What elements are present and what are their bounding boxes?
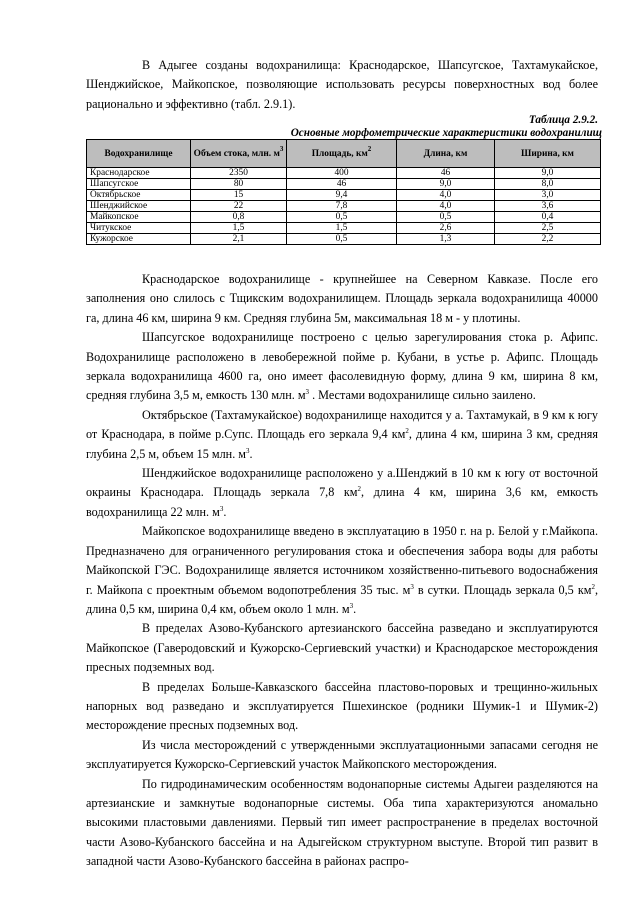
cell-area: 7,8	[287, 201, 397, 212]
cell-width: 3,0	[495, 190, 601, 201]
cell-volume: 1,5	[191, 223, 287, 234]
cell-volume: 22	[191, 201, 287, 212]
cell-length: 9,0	[397, 179, 495, 190]
paragraph-maykop: Майкопское водохранилище введено в эксплуатацию в 1950 г. на р. Белой у г.Майкопа. Предназначено для ограниченного регулирования стока и обеспечения забора воды для работы Майкопской ГЭС. Водохранилище является источником хозяйственно-питьевого водоснабжения г. Майкопа с проектным объемом водопотребления 35 тыс. $м^3$ в сутки. Площадь зеркала 0,5 $км^2$, длина 0,5 км, ширина 0,4 км, объем около 1 млн. $м^3$.	[86, 524, 598, 616]
table-row	[87, 168, 601, 179]
cell-area: 0,5	[287, 234, 397, 245]
cell-width: 9,0	[495, 168, 601, 179]
table-row	[87, 223, 601, 234]
table-row	[87, 234, 601, 245]
cell-width: 8,0	[495, 179, 601, 190]
table-row	[87, 201, 601, 212]
cell-length: 1,3	[397, 234, 495, 245]
header-length: Длина, км	[397, 140, 495, 168]
cell-length: 4,0	[397, 201, 495, 212]
paragraph-deposits: Из числа месторождений с утвержденными эксплуатационными запасами сегодня не эксплуатируется Кужорско-Сергиевский участок Майкопского месторождения.	[86, 737, 598, 772]
cell-area: 9,4	[287, 190, 397, 201]
cell-area: 46	[287, 179, 397, 190]
paragraph-shapsug: Шапсугское водохранилище построено с целью зарегулирования стока р. Афипс. Водохранилище расположено в левобережной пойме р. Кубани, в устье р. Афипс. Площадь зеркала водохранилища 4600 га, оно имеет фасолевидную форму, длина 9 км, ширина 8 км, средняя глубина 3,5 м, емкость 130 млн. $м^3$ . Местами водохранилище сильно заилено.	[86, 330, 598, 403]
cell-area: 1,5	[287, 223, 397, 234]
cell-width: 2,2	[495, 234, 601, 245]
paragraph-krasnodar: Краснодарское водохранилище - крупнейшее на Северном Кавказе. После его заполнения оно слилось с Тщикским водохранилищем. Площадь зеркала водохранилища 40000 га, длина 46 км, ширина 9 км. Средняя глубина 5м, максимальная 18 м - у плотины.	[86, 272, 598, 325]
cell-reservoir-name: Майкопское	[87, 212, 191, 223]
table-title: Основные морфометрические характеристики водохранилищ	[290, 127, 602, 139]
table-row	[87, 190, 601, 201]
header-area: Площадь, $км^2$	[287, 140, 397, 168]
reservoir-table	[86, 139, 601, 245]
header-width: Ширина, км	[495, 140, 601, 168]
paragraph-oktyabr: Октябрьское (Тахтамукайское) водохранилище находится у а. Тахтамукай, в 9 км к югу от Краснодара, в пойме р.Супс. Площадь его зеркала 9,4 $км^2$, длина 4 км, ширина 3 км, средняя глубина 2,5 м, объем 15 млн. $м^3$.	[86, 407, 598, 461]
paragraph-azov-kuban: В пределах Азово-Кубанского артезианского бассейна разведано и эксплуатируются Майкопское (Гаверодовский и Кужорско-Сергиевский участки) и Краснодарское месторождения пресных подземных вод.	[86, 621, 598, 675]
cell-width: 0,4	[495, 212, 601, 223]
cell-reservoir-name: Шапсугское	[87, 179, 191, 190]
cell-volume: 2350	[191, 168, 287, 179]
body-text	[86, 270, 598, 872]
cell-length: 46	[397, 168, 495, 179]
intro-paragraph-block	[86, 56, 598, 114]
table-row	[87, 179, 601, 190]
table-row	[87, 212, 601, 223]
cell-volume: 2,1	[191, 234, 287, 245]
cell-reservoir-name: Шенджийское	[87, 201, 191, 212]
cell-width: 3,6	[495, 201, 601, 212]
intro-paragraph: В Адыгее созданы водохранилища: Краснодарское, Шапсугское, Тахтамукайское, Шенджийское, Майкопское, позволяющие использовать ресурсы поверхностных вод более рационально и эффективно (табл. 2.9.1).	[86, 58, 598, 111]
cell-volume: 15	[191, 190, 287, 201]
cell-width: 2,5	[495, 223, 601, 234]
cell-reservoir-name: Читукское	[87, 223, 191, 234]
cell-area: 0,5	[287, 212, 397, 223]
cell-reservoir-name: Октябрьское	[87, 190, 191, 201]
cell-length: 2,6	[397, 223, 495, 234]
cell-volume: 80	[191, 179, 287, 190]
cell-length: 0,5	[397, 212, 495, 223]
header-volume: Объем стока, млн. $м^3$	[191, 140, 287, 168]
cell-reservoir-name: Краснодарское	[87, 168, 191, 179]
paragraph-bolshe-kavkaz: В пределах Больше-Кавказского бассейна пластово-поровых и трещинно-жильных напорных вод разведано и эксплуатируется Пшехинское (родники Шумик-1 и Шумик-2) месторождение пресных подземных вод.	[86, 679, 598, 733]
cell-length: 4,0	[397, 190, 495, 201]
table-number: Таблица 2.9.2.	[528, 114, 598, 126]
cell-volume: 0,8	[191, 212, 287, 223]
paragraph-hydro: По гидродинамическим особенностям водонапорные системы Адыгеи разделяются на артезианские и замкнутые водонапорные системы. Оба типа характеризуются аномально высокими пластовыми давлениями. Первый тип имеет распространение в пределах восточной части Азово-Кубанского бассейна и на Адыгейском структурном выступе. Второй тип развит в западной части Азово-Кубанского бассейна в районах распро-	[86, 776, 598, 869]
cell-area: 400	[287, 168, 397, 179]
cell-reservoir-name: Кужорское	[87, 234, 191, 245]
paragraph-shendzhy: Шенджийское водохранилище расположено у а.Шенджий в 10 км к югу от восточной окраины Краснодара. Площадь зеркала 7,8 $км^2$, длина 4 км, ширина 3,6 км, емкость водохранилища 22 млн. $м^3$.	[86, 466, 598, 519]
header-reservoir: Водохранилище	[87, 140, 191, 168]
table-header-row	[87, 140, 601, 168]
